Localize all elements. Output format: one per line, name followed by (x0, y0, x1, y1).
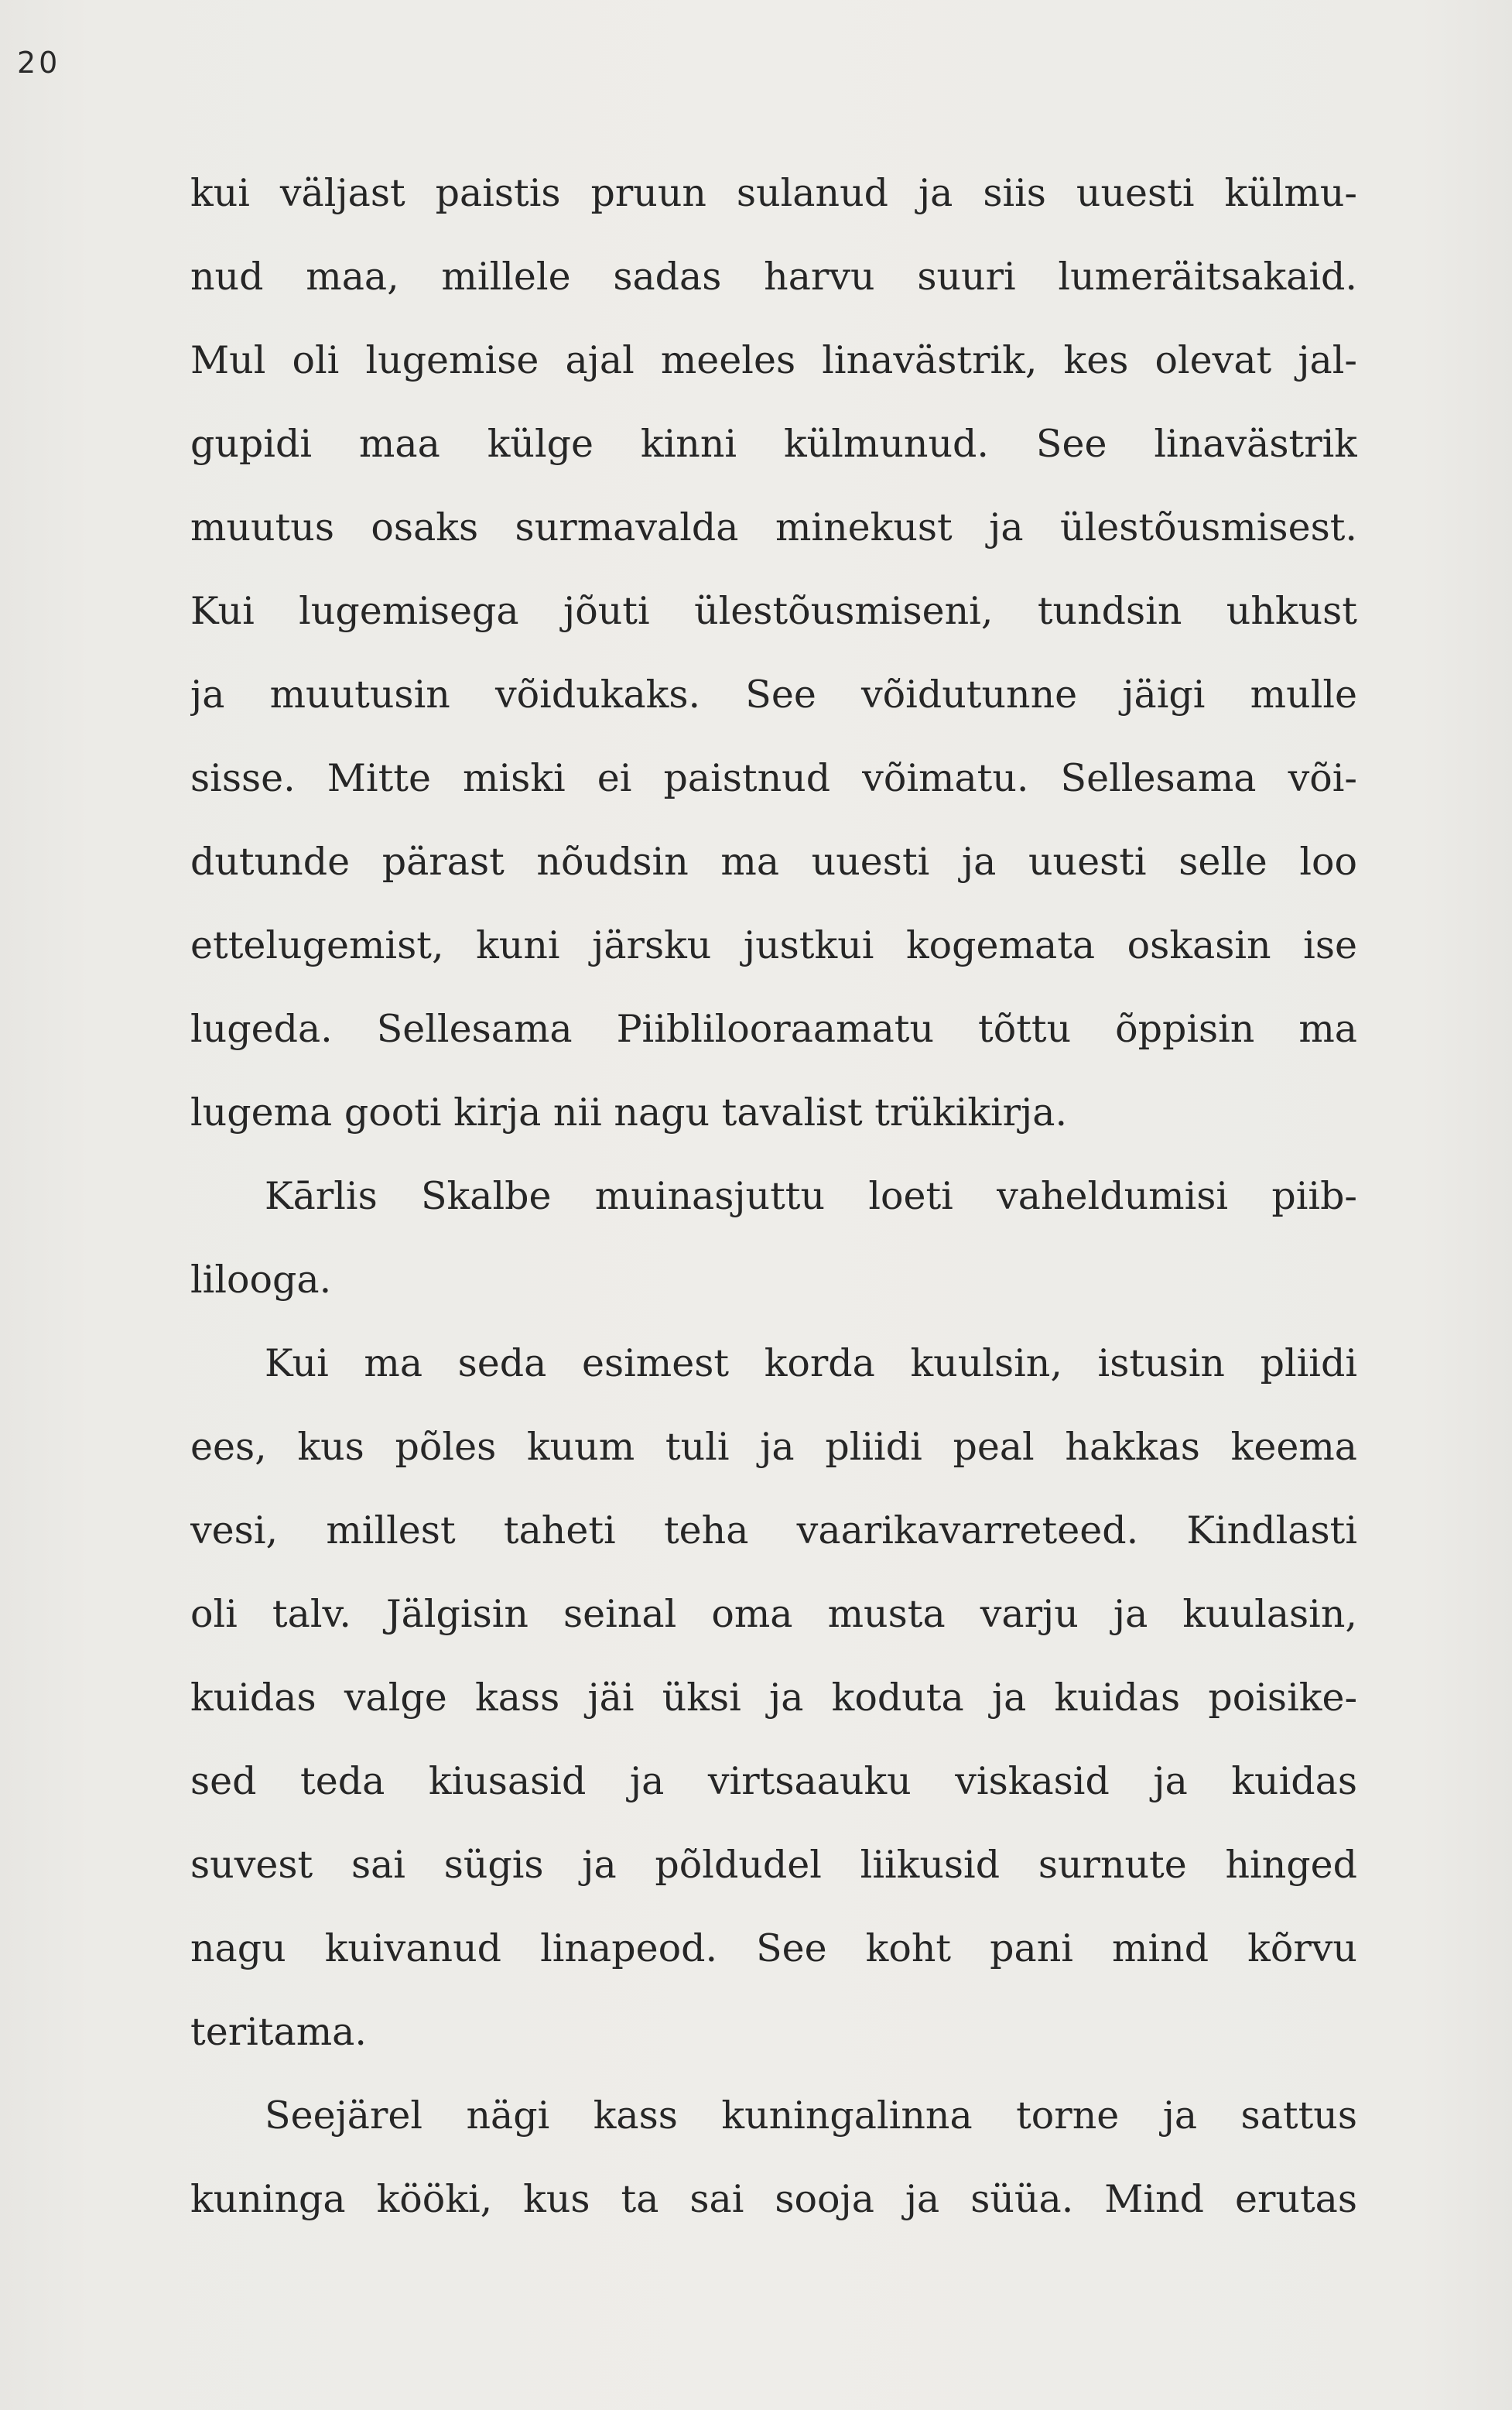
text-line: vesi, millest taheti teha vaarikavarreteed. Kindlasti (190, 1508, 1357, 1552)
text-line: oli talv. Jälgisin seinal oma musta varju ja kuulasin, (190, 1592, 1357, 1636)
text-line: Kui lugemisega jõuti ülestõusmiseni, tundsin uhkust (190, 589, 1357, 633)
text-line: ees, kus põles kuum tuli ja pliidi peal hakkas keema (190, 1425, 1357, 1469)
text-line: lugema gooti kirja nii nagu tavalist trükikirja. (190, 1090, 1068, 1135)
text-line: suvest sai sügis ja põldudel liikusid surnute hinged (190, 1843, 1357, 1887)
text-line: gupidi maa külge kinni külmunud. See linavästrik (190, 422, 1357, 466)
text-line: sisse. Mitte miski ei paistnud võimatu. Sellesama või- (190, 756, 1357, 800)
text-line: Seejärel nägi kass kuningalinna torne ja sattus (265, 2093, 1357, 2138)
text-line: Kui ma seda esimest korda kuulsin, istusin pliidi (265, 1341, 1357, 1385)
text-line: muutus osaks surmavalda minekust ja ülestõusmisest. (190, 505, 1357, 549)
text-line: teritama. (190, 2010, 367, 2054)
text-line: nagu kuivanud linapeod. See koht pani mind kõrvu (190, 1926, 1357, 1970)
text-line: kui väljast paistis pruun sulanud ja siis uuesti külmu- (190, 171, 1357, 215)
text-line: ja muutusin võidukaks. See võidutunne jäigi mulle (190, 673, 1357, 717)
text-line: lilooga. (190, 1258, 332, 1302)
text-line: Kārlis Skalbe muinasjuttu loeti vaheldumisi piib- (265, 1174, 1357, 1218)
text-line: kuidas valge kass jäi üksi ja koduta ja kuidas poisike- (190, 1676, 1357, 1720)
text-line: ettelugemist, kuni järsku justkui kogemata oskasin ise (190, 923, 1357, 967)
text-line: nud maa, millele sadas harvu suuri lumeräitsakaid. (190, 255, 1357, 299)
text-line: sed teda kiusasid ja virtsaauku viskasid ja kuidas (190, 1759, 1357, 1803)
text-line: dutunde pärast nõudsin ma uuesti ja uuesti selle loo (190, 840, 1357, 884)
page-number: 20 (17, 46, 61, 80)
body-text (190, 152, 1357, 2241)
text-line: lugeda. Sellesama Piiblilooraamatu tõttu õppisin ma (190, 1007, 1357, 1051)
text-line: kuninga kööki, kus ta sai sooja ja süüa. Mind erutas (190, 2177, 1357, 2221)
text-line: Mul oli lugemise ajal meeles linavästrik, kes olevat jal- (190, 338, 1357, 382)
